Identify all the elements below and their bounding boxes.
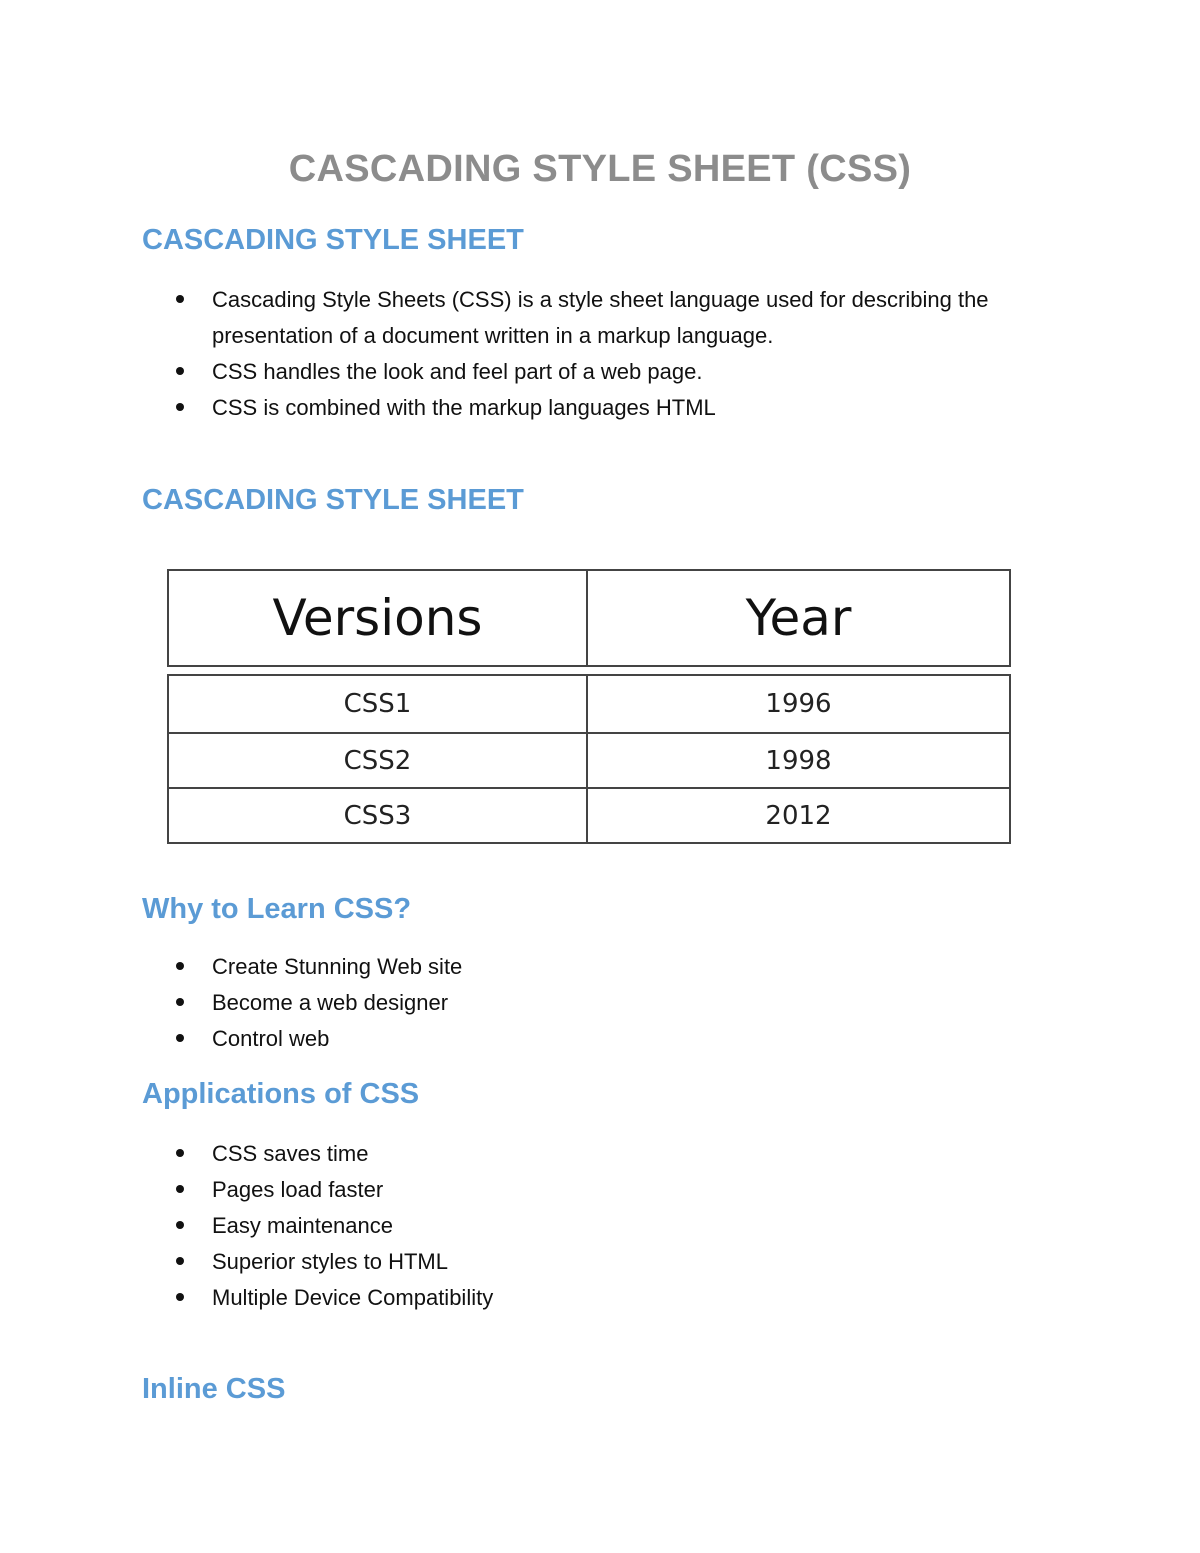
css-definition-list	[172, 282, 1032, 426]
list-item: CSS is combined with the markup languages HTML	[172, 390, 1032, 426]
list-item: Easy maintenance	[172, 1208, 1032, 1244]
section-heading-applications: Applications of CSS	[142, 1078, 420, 1110]
document-title: CASCADING STYLE SHEET (CSS)	[288, 148, 912, 190]
list-item: CSS handles the look and feel part of a web page.	[172, 354, 1032, 390]
list-item: Become a web designer	[172, 985, 1032, 1021]
table-row	[169, 732, 1009, 787]
bullet-icon	[176, 403, 184, 411]
bullet-icon	[176, 1149, 184, 1157]
list-item: Multiple Device Compatibility	[172, 1280, 1032, 1316]
list-item: Superior styles to HTML	[172, 1244, 1032, 1280]
table-cell-year: 2012	[765, 800, 832, 831]
bullet-icon	[176, 367, 184, 375]
bullet-icon	[176, 1257, 184, 1265]
list-item: Control web	[172, 1021, 1032, 1057]
section-heading-css: CASCADING STYLE SHEET	[142, 224, 524, 256]
bullet-icon	[176, 1221, 184, 1229]
table-body	[167, 674, 1011, 844]
bullet-icon	[176, 1185, 184, 1193]
bullet-icon	[176, 1034, 184, 1042]
list-item: Cascading Style Sheets (CSS) is a style sheet language used for describing the presentation of a document written in a markup language.	[172, 282, 1032, 354]
bullet-icon	[176, 1293, 184, 1301]
table-row	[169, 676, 1009, 732]
table-cell-year: 1996	[765, 689, 832, 719]
why-learn-list	[172, 949, 1032, 1057]
section-heading-why-learn: Why to Learn CSS?	[142, 893, 412, 925]
list-item: Pages load faster	[172, 1172, 1032, 1208]
versions-table	[167, 569, 1011, 844]
section-heading-inline-css: Inline CSS	[142, 1373, 286, 1405]
bullet-icon	[176, 295, 184, 303]
list-item: Create Stunning Web site	[172, 949, 1032, 985]
applications-list	[172, 1136, 1032, 1316]
table-header-versions: Versions	[169, 571, 588, 665]
table-header-row	[167, 569, 1011, 667]
table-cell-version: CSS1	[169, 676, 588, 732]
table-cell-version: CSS3	[169, 789, 588, 842]
table-cell-year: 1998	[765, 745, 832, 776]
table-row	[169, 787, 1009, 842]
bullet-icon	[176, 962, 184, 970]
bullet-icon	[176, 998, 184, 1006]
table-cell-version: CSS2	[169, 734, 588, 787]
section-heading-versions: CASCADING STYLE SHEET	[142, 484, 524, 516]
list-item: CSS saves time	[172, 1136, 1032, 1172]
table-header-year: Year	[745, 589, 852, 647]
